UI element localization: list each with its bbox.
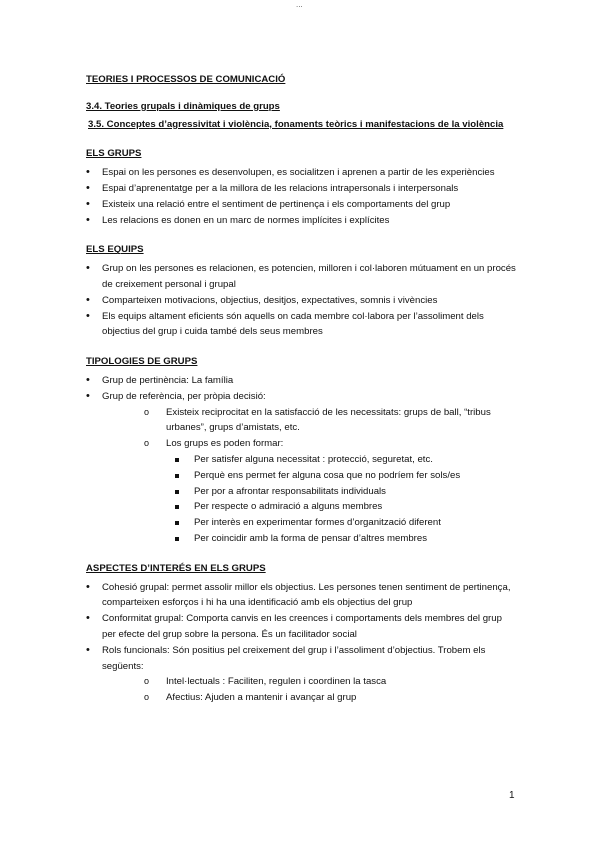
section-heading: TIPOLOGIES DE GRUPS [86,356,198,368]
list-item: • Comparteixen motivacions, objectius, desitjos, expectatives, somnis i vivències [86,293,516,309]
circle-marker: o [144,406,150,417]
list-item: • Grup de referència, per pròpia decisió: [86,389,516,405]
reason-item: Per interès en experimentar formes d’organització diferent [86,515,516,531]
sub-list-item [86,436,516,452]
page-number: 1 [509,790,515,801]
section-els-equips [86,242,516,340]
document-page [86,72,516,706]
section-els-grups [86,146,516,228]
sub-item-text: Los grups es poden formar: [166,438,284,450]
sub-list-item [86,690,516,706]
section-heading: ELS EQUIPS [86,244,144,256]
list-item: • Conformitat grupal: Comporta canvis en les creences i comportaments dels membres del grup per efecte del grup sobre la persona. És un facilitador social [86,611,516,643]
reason-item: Perquè ens permet fer alguna cosa que no podríem fer sols/es [86,468,516,484]
section-tipologies [86,354,516,547]
section-aspectes [86,561,516,706]
subtitle-3-4: 3.4. Teories grupals i dinàmiques de grups [86,100,280,112]
circle-marker: o [144,438,150,449]
section-heading: ASPECTES D’INTERÉS EN ELS GRUPS [86,562,266,574]
reason-item: Per respecte o admiració a alguns membres [86,499,516,515]
subtitle-3-5: 3.5. Conceptes d’agressivitat i violència, fonaments teòrics i manifestacions de la violència [88,118,504,130]
section-heading: ELS GRUPS [86,148,142,160]
header-mark: ... [296,0,303,9]
document-title: TEORIES I PROCESSOS DE COMUNICACIÓ [86,74,286,85]
list-item: • Espai on les persones es desenvolupen, es socialitzen i aprenen a partir de les experiències [86,165,516,181]
circle-marker: o [144,676,150,687]
sub-list [86,674,516,706]
list-item: • Espai d’aprenentatge per a la millora de les relacions intrapersonals i interpersonals [86,181,516,197]
bullet-list [86,165,516,228]
bullet-list [86,580,516,675]
sub-list-item [86,674,516,690]
reasons-list [86,452,516,547]
list-item: • Les relacions es donen en un marc de normes implícites i explícites [86,213,516,229]
reason-item: Per coincidir amb la forma de pensar d’altres membres [86,531,516,547]
bullet-list [86,261,516,340]
sub-list [86,405,516,452]
reason-item: Per satisfer alguna necessitat : protecció, seguretat, etc. [86,452,516,468]
sub-item-text: Intel·lectuals : Faciliten, regulen i coordinen la tasca [166,676,387,688]
list-item: • Grup on les persones es relacionen, es potencien, milloren i col·laboren mútuament en un procés de creixement personal i grupal [86,261,516,293]
list-item: • Rols funcionals: Són positius pel creixement del grup i l’assoliment d’objectius. Trobem els següents: [86,643,516,675]
sub-item-text: Existeix reciprocitat en la satisfacció de les necessitats: grups de ball, “tribus urbanes”, grups d’amistats, etc. [166,406,491,434]
list-item: • Grup de pertinència: La família [86,373,516,389]
circle-marker: o [144,692,150,703]
list-item: • Existeix una relació entre el sentiment de pertinença i els comportaments del grup [86,197,516,213]
reason-item: Per por a afrontar responsabilitats individuals [86,484,516,500]
list-item: • Els equips altament eficients són aquells on cada membre col·labora per l’assoliment dels objectius del grup i cuida també dels seus membres [86,309,516,341]
sub-list-item [86,405,516,437]
list-item: • Cohesió grupal: permet assolir millor els objectius. Les persones tenen sentiment de pertinença, comparteixen esforços i hi ha una identificació amb els objectius del grup [86,580,516,612]
bullet-list [86,373,516,405]
sub-item-text: Afectius: Ajuden a mantenir i avançar al grup [166,692,357,704]
